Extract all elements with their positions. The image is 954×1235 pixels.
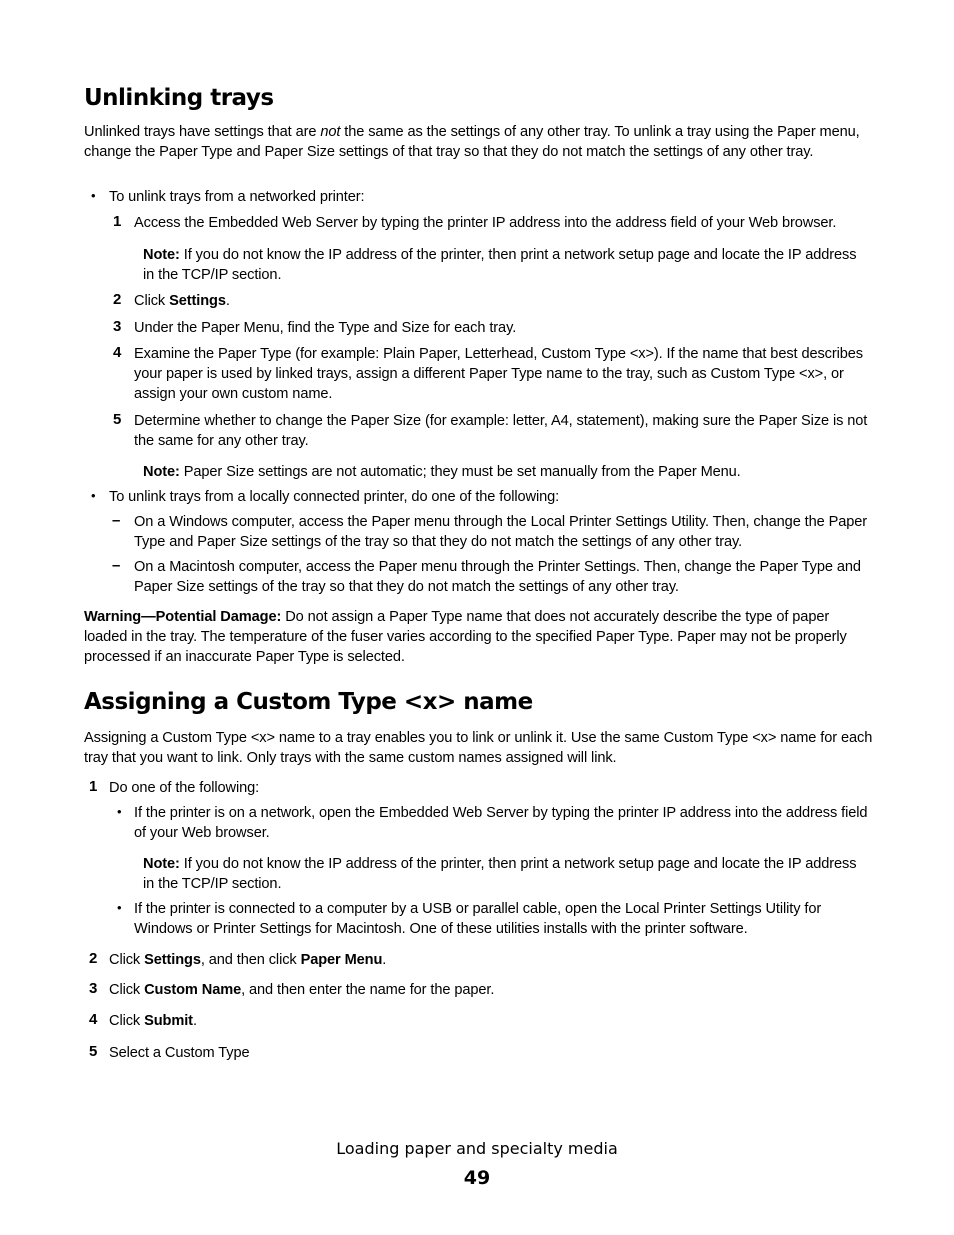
step-number: 4	[89, 1011, 98, 1028]
step-5-text: Select a Custom Type	[109, 1045, 250, 1061]
step-1-text: Do one of the following:	[109, 780, 260, 796]
step-2-text: Click Settings, and then click Paper Menu.	[109, 952, 387, 968]
note-ip-address: Note: If you do not know the IP address of the printer, then print a network setup page and locate the IP address in the TCP/IP section.	[143, 856, 857, 892]
note-ip-address: Note: If you do not know the IP address of the printer, then print a network setup page and locate the IP address in the TCP/IP section.	[143, 247, 857, 283]
page-number: 49	[463, 1167, 491, 1189]
step-number: 1	[89, 778, 98, 795]
unlinking-intro: Unlinked trays have settings that are not the same as the settings of any other tray. To unlink a tray using the Paper menu, change the Paper Type and Paper Size settings of that tray so that they do not match the settings of any other tray.	[84, 124, 860, 160]
step-4-text: Examine the Paper Type (for example: Plain Paper, Letterhead, Custom Type <x>). If the name that best describes your paper is used by linked trays, assign a different Paper Type name to the tray, such as Custom Type <x>, or assign your own custom name.	[134, 346, 863, 402]
step-number: 5	[89, 1043, 98, 1060]
step-3-text: Click Custom Name, and then enter the name for the paper.	[109, 982, 495, 998]
assigning-intro: Assigning a Custom Type <x> name to a tray enables you to link or unlink it. Use the same Custom Type <x> name for each tray that you want to link. Only trays with the same custom names assigned will link.	[84, 730, 873, 766]
heading-assigning-custom-type: Assigning a Custom Type <x> name	[84, 689, 533, 715]
step-5-text: Determine whether to change the Paper Size (for example: letter, A4, statement), making sure the Paper Size is not the same for any other tray.	[134, 413, 868, 449]
warning-potential-damage: Warning—Potential Damage: Do not assign a Paper Type name that does not accurately describe the type of paper loaded in the tray. The temperature of the fuser varies according to the specified Paper Type. Paper may not be properly processed if an inaccurate Paper Type is selected.	[84, 609, 847, 665]
heading-unlinking-trays: Unlinking trays	[84, 85, 274, 111]
dash-item-windows: On a Windows computer, access the Paper menu through the Local Printer Settings Utility. Then, change the Paper Type and Paper Size settings of the tray so that they do not match the settings of any other tray.	[134, 514, 868, 550]
dash-marker: –	[112, 512, 121, 529]
step-3-text: Under the Paper Menu, find the Type and Size for each tray.	[134, 320, 517, 336]
note-paper-size: Note: Paper Size settings are not automatic; they must be set manually from the Paper Menu.	[143, 464, 741, 480]
footer-chapter-label: Loading paper and specialty media	[336, 1139, 618, 1158]
sub-bullet-usb: If the printer is connected to a computer by a USB or parallel cable, open the Local Printer Settings Utility for Windows or Printer Settings for Macintosh. One of these utilities installs with the printer software.	[134, 901, 822, 937]
bullet-marker: •	[117, 900, 122, 915]
sub-bullet-network: If the printer is on a network, open the Embedded Web Server by typing the printer IP address into the address field of your Web browser.	[134, 805, 868, 841]
step-4-text: Click Submit.	[109, 1013, 197, 1029]
step-number: 1	[113, 213, 122, 230]
bullet-networked: To unlink trays from a networked printer:	[109, 189, 365, 205]
bullet-marker: •	[117, 804, 122, 819]
bullet-local: To unlink trays from a locally connected printer, do one of the following:	[109, 489, 560, 505]
step-number: 2	[89, 950, 98, 967]
bullet-marker: •	[91, 188, 96, 203]
dash-marker: –	[112, 557, 121, 574]
step-number: 3	[89, 980, 98, 997]
step-number: 4	[113, 344, 122, 361]
step-number: 3	[113, 318, 122, 335]
step-2-text: Click Settings.	[134, 293, 230, 309]
bullet-marker: •	[91, 488, 96, 503]
step-number: 2	[113, 291, 122, 308]
step-number: 5	[113, 411, 122, 428]
dash-item-macintosh: On a Macintosh computer, access the Paper menu through the Printer Settings. Then, change the Paper Type and Paper Size settings of the tray so that they do not match the settings of any other tray.	[134, 559, 861, 595]
step-1-text: Access the Embedded Web Server by typing the printer IP address into the address field of your Web browser.	[134, 215, 837, 231]
